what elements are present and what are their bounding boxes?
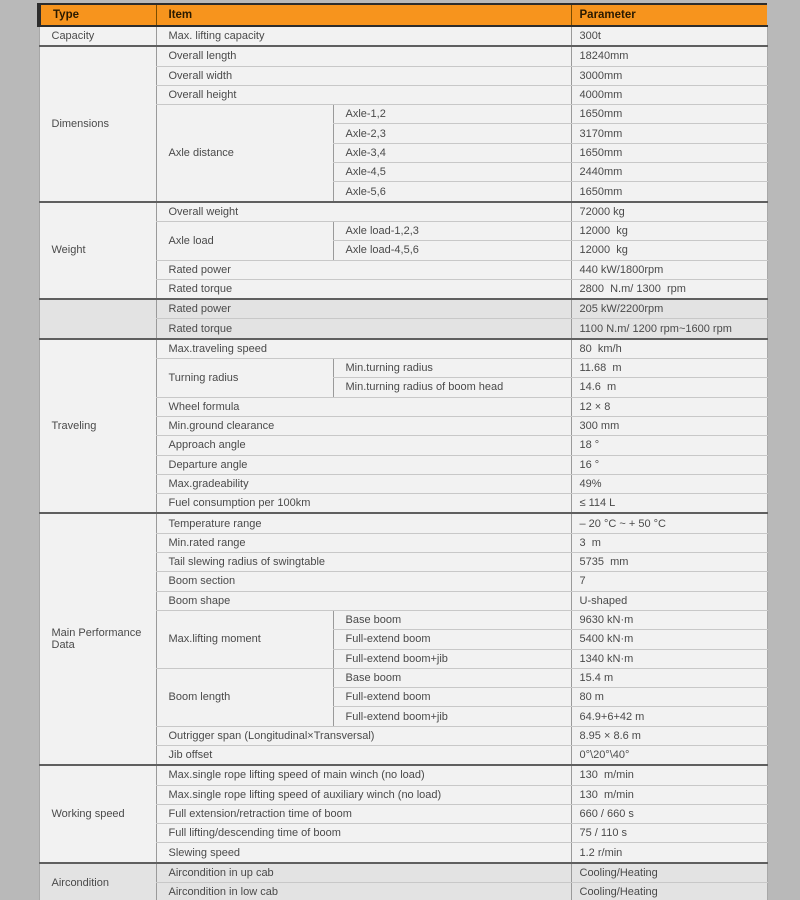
sub-item-cell: Full-extend boom [333, 688, 571, 707]
table-row [39, 765, 767, 785]
item-cell: Full lifting/descending time of boom [156, 824, 571, 843]
item-cell: Axle distance [156, 105, 333, 202]
table-row [39, 299, 767, 319]
param-cell: 0°\20°\40° [571, 745, 767, 765]
sub-item-cell: Axle-1,2 [333, 105, 571, 124]
item-cell: Max.single rope lifting speed of auxiliary winch (no load) [156, 785, 571, 804]
item-cell: Boom section [156, 572, 571, 591]
item-cell: Min.rated range [156, 533, 571, 552]
item-cell: Overall weight [156, 202, 571, 222]
param-cell: 3000mm [571, 66, 767, 85]
type-cell: Main Performance Data [39, 513, 156, 765]
param-cell: U-shaped [571, 591, 767, 610]
param-cell: Cooling/Heating [571, 883, 767, 900]
param-cell: 130 m/min [571, 765, 767, 785]
sub-item-cell: Axle-2,3 [333, 124, 571, 143]
type-cell: Capacity [39, 26, 156, 46]
param-cell: 440 kW/1800rpm [571, 260, 767, 279]
type-cell: Weight [39, 202, 156, 299]
spec-table-body [39, 26, 767, 900]
param-cell: 12000 kg [571, 221, 767, 240]
param-cell: 3170mm [571, 124, 767, 143]
item-cell: Max. lifting capacity [156, 26, 571, 46]
param-cell: 49% [571, 474, 767, 493]
param-cell: 75 / 110 s [571, 824, 767, 843]
item-cell: Axle load [156, 221, 333, 260]
sub-item-cell: Axle-3,4 [333, 143, 571, 162]
param-cell: 12 × 8 [571, 397, 767, 416]
param-cell: 11.68 m [571, 359, 767, 378]
table-row [39, 339, 767, 359]
item-cell: Max.traveling speed [156, 339, 571, 359]
sub-item-cell: Full-extend boom [333, 630, 571, 649]
item-cell: Turning radius [156, 359, 333, 398]
param-cell: 80 m [571, 688, 767, 707]
param-cell: 1650mm [571, 143, 767, 162]
item-cell: Rated power [156, 299, 571, 319]
param-cell: 12000 kg [571, 241, 767, 260]
param-cell: ≤ 114 L [571, 494, 767, 514]
sub-item-cell: Full-extend boom+jib [333, 649, 571, 668]
param-cell: 5735 mm [571, 553, 767, 572]
param-cell: 7 [571, 572, 767, 591]
param-cell: 4000mm [571, 85, 767, 104]
spec-table [37, 3, 768, 900]
item-cell: Departure angle [156, 455, 571, 474]
param-cell: 9630 kN·m [571, 610, 767, 629]
sub-item-cell: Min.turning radius [333, 359, 571, 378]
col-header-parameter: Parameter [571, 4, 767, 26]
item-cell: Approach angle [156, 436, 571, 455]
item-cell: Rated torque [156, 319, 571, 339]
sub-item-cell: Full-extend boom+jib [333, 707, 571, 726]
sub-item-cell: Axle-4,5 [333, 163, 571, 182]
col-header-type: Type [39, 4, 156, 26]
param-cell: 72000 kg [571, 202, 767, 222]
item-cell: Rated power [156, 260, 571, 279]
spec-table-header [39, 4, 767, 26]
item-cell: Wheel formula [156, 397, 571, 416]
param-cell: 5400 kN·m [571, 630, 767, 649]
param-cell: 130 m/min [571, 785, 767, 804]
sub-item-cell: Min.turning radius of boom head [333, 378, 571, 397]
param-cell: – 20 °C ~ + 50 °C [571, 513, 767, 533]
param-cell: 205 kW/2200rpm [571, 299, 767, 319]
sub-item-cell: Base boom [333, 668, 571, 687]
param-cell: Cooling/Heating [571, 863, 767, 883]
sub-item-cell: Axle load-1,2,3 [333, 221, 571, 240]
table-row [39, 863, 767, 883]
param-cell: 18240mm [571, 46, 767, 66]
param-cell: 64.9+6+42 m [571, 707, 767, 726]
item-cell: Temperature range [156, 513, 571, 533]
item-cell: Rated torque [156, 279, 571, 299]
item-cell: Aircondition in low cab [156, 883, 571, 900]
item-cell: Boom length [156, 668, 333, 726]
item-cell: Overall length [156, 46, 571, 66]
type-cell: Aircondition [39, 863, 156, 900]
item-cell: Fuel consumption per 100km [156, 494, 571, 514]
param-cell: 1.2 r/min [571, 843, 767, 863]
item-cell: Jib offset [156, 745, 571, 765]
table-row [39, 26, 767, 46]
item-cell: Boom shape [156, 591, 571, 610]
item-cell: Full extension/retraction time of boom [156, 804, 571, 823]
item-cell: Max.lifting moment [156, 610, 333, 668]
param-cell: 300 mm [571, 416, 767, 435]
param-cell: 1100 N.m/ 1200 rpm~1600 rpm [571, 319, 767, 339]
param-cell: 1650mm [571, 105, 767, 124]
type-cell: Dimensions [39, 46, 156, 201]
col-header-item: Item [156, 4, 571, 26]
param-cell: 2440mm [571, 163, 767, 182]
type-cell: Working speed [39, 765, 156, 862]
param-cell: 2800 N.m/ 1300 rpm [571, 279, 767, 299]
param-cell: 660 / 660 s [571, 804, 767, 823]
sub-item-cell: Axle-5,6 [333, 182, 571, 202]
item-cell: Min.ground clearance [156, 416, 571, 435]
item-cell: Aircondition in up cab [156, 863, 571, 883]
item-cell: Outrigger span (Longitudinal×Transversal) [156, 726, 571, 745]
param-cell: 1340 kN·m [571, 649, 767, 668]
item-cell: Max.gradeability [156, 474, 571, 493]
table-row [39, 46, 767, 66]
type-cell: Traveling [39, 339, 156, 514]
type-cell [39, 299, 156, 339]
item-cell: Tail slewing radius of swingtable [156, 553, 571, 572]
param-cell: 16 ° [571, 455, 767, 474]
param-cell: 14.6 m [571, 378, 767, 397]
table-row [39, 202, 767, 222]
table-row [39, 513, 767, 533]
param-cell: 18 ° [571, 436, 767, 455]
item-cell: Overall height [156, 85, 571, 104]
param-cell: 300t [571, 26, 767, 46]
sub-item-cell: Base boom [333, 610, 571, 629]
item-cell: Slewing speed [156, 843, 571, 863]
sub-item-cell: Axle load-4,5,6 [333, 241, 571, 260]
param-cell: 1650mm [571, 182, 767, 202]
param-cell: 3 m [571, 533, 767, 552]
item-cell: Max.single rope lifting speed of main winch (no load) [156, 765, 571, 785]
spec-table-container [37, 3, 765, 900]
param-cell: 80 km/h [571, 339, 767, 359]
item-cell: Overall width [156, 66, 571, 85]
param-cell: 8.95 × 8.6 m [571, 726, 767, 745]
header-row [39, 4, 767, 26]
param-cell: 15.4 m [571, 668, 767, 687]
